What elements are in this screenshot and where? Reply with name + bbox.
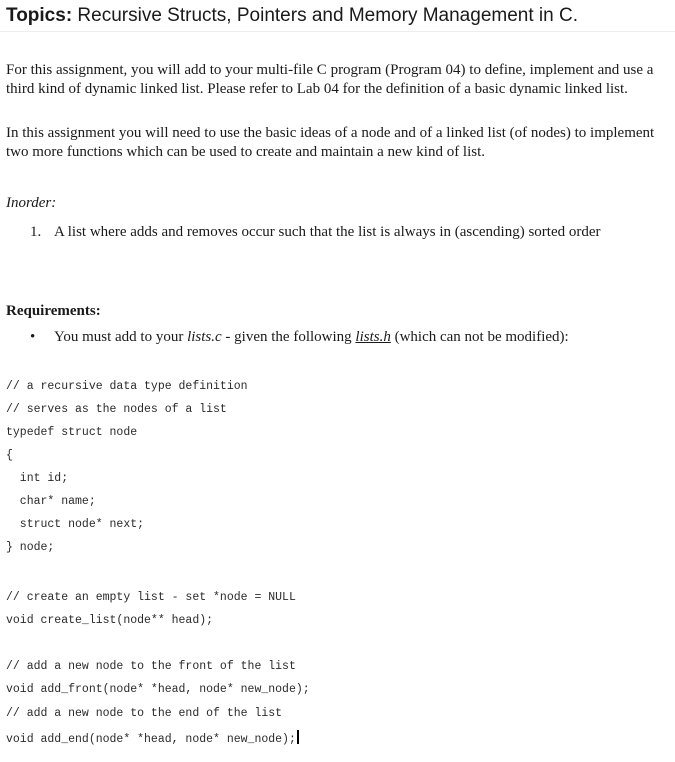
- inorder-label: Inorder:: [6, 195, 57, 211]
- code-line: struct node* next;: [6, 518, 145, 531]
- description-paragraph: In this assignment you will need to use the basic ideas of a node and of a linked list (of nodes) to implement two more functions which can be used to create and maintain a new kind of list.: [6, 125, 655, 160]
- code-line: void create_list(node** head);: [6, 614, 214, 627]
- code-line: // add a new node to the end of the list: [6, 707, 283, 720]
- code-line: // serves as the nodes of a list: [6, 403, 227, 416]
- code-line: {: [6, 449, 13, 462]
- requirement-bullet: [30, 328, 569, 347]
- code-line: typedef struct node: [6, 426, 138, 439]
- code-line: } node;: [6, 541, 55, 554]
- page-title: [6, 4, 578, 28]
- intro-paragraph: For this assignment, you will add to your multi-file C program (Program 04) to define, implement and use a third kind of dynamic linked list. Please refer to Lab 04 for the definition of a basic dynamic linked list.: [6, 62, 654, 97]
- title-label: Topics:: [6, 5, 73, 26]
- title-text: Recursive Structs, Pointers and Memory Management in C.: [72, 5, 578, 26]
- list-item-text: A list where adds and removes occur such that the list is always in (ascending) sorted order: [54, 224, 601, 240]
- code-line-last[interactable]: [6, 730, 299, 747]
- lists-c-filename: lists.c: [187, 329, 222, 345]
- text-cursor: [297, 730, 299, 744]
- code-line: int id;: [6, 472, 69, 485]
- requirements-label: Requirements:: [6, 303, 101, 319]
- code-line: // add a new node to the front of the list: [6, 660, 296, 673]
- code-line: // a recursive data type definition: [6, 380, 248, 393]
- title-divider: [0, 31, 675, 32]
- bullet-icon: •: [30, 329, 36, 345]
- code-line: // create an empty list - set *node = NULL: [6, 591, 296, 604]
- requirement-middle: - given the following: [221, 329, 356, 345]
- list-item-number: 1.: [30, 224, 42, 240]
- requirement-suffix: (which can not be modified):: [390, 329, 569, 345]
- requirement-prefix: You must add to your: [54, 329, 188, 345]
- code-line-text: void add_end(node* *head, node* new_node);: [6, 733, 296, 746]
- code-line: void add_front(node* *head, node* new_node);: [6, 683, 310, 696]
- list-item: [30, 223, 601, 242]
- lists-h-link[interactable]: lists.h: [355, 329, 391, 345]
- code-line: char* name;: [6, 495, 96, 508]
